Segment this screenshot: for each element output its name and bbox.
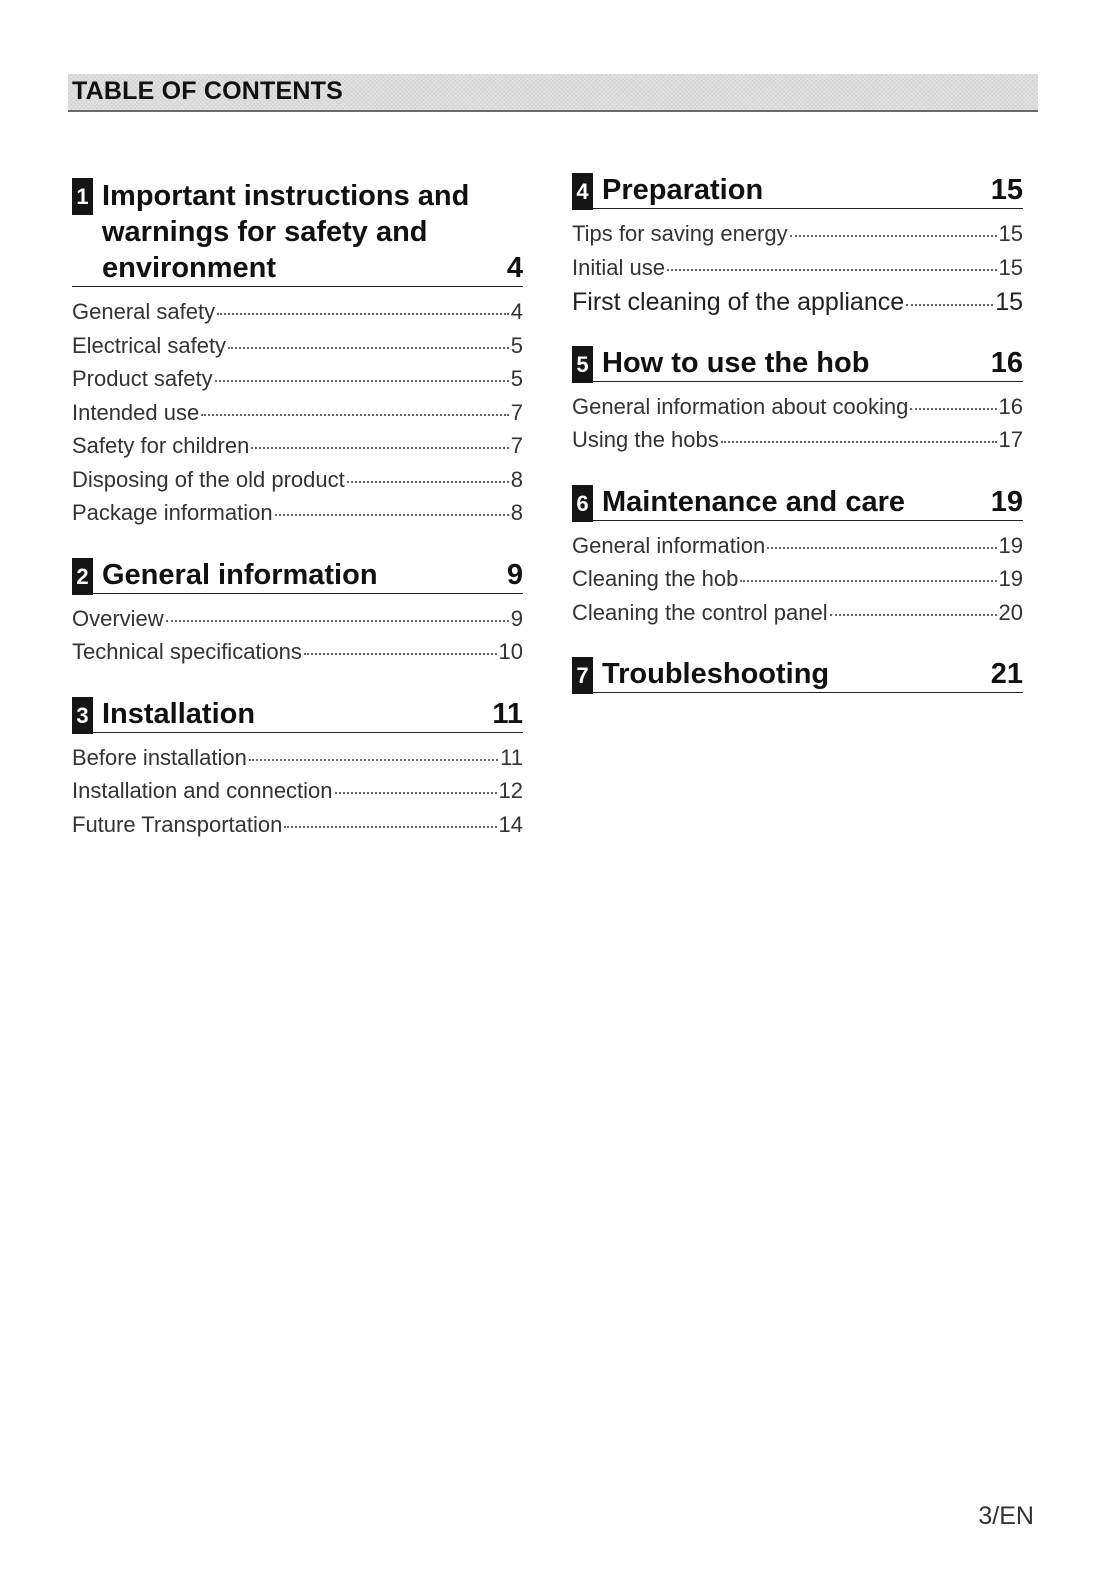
entry-title: Product safety bbox=[72, 366, 213, 391]
entry-page-number: 7 bbox=[510, 399, 523, 425]
entry-page-number: 9 bbox=[510, 605, 523, 631]
dot-leader bbox=[910, 407, 996, 410]
entry-title: Cleaning the control panel bbox=[572, 599, 828, 625]
section-number-badge: 5 bbox=[572, 346, 593, 383]
dot-leader bbox=[830, 613, 997, 616]
dot-leader bbox=[228, 346, 509, 349]
entry-page-number: 16 bbox=[998, 393, 1023, 419]
toc-section-5 bbox=[572, 346, 1023, 461]
toc-header-bar bbox=[68, 74, 1038, 112]
toc-section-3 bbox=[72, 697, 523, 846]
toc-entry[interactable] bbox=[572, 600, 1023, 634]
entry-page-number: 8 bbox=[510, 500, 523, 525]
entry-page-number: 4 bbox=[510, 299, 523, 324]
dot-leader bbox=[740, 579, 996, 582]
toc-entry[interactable] bbox=[572, 255, 1023, 289]
entry-title: Before installation bbox=[72, 744, 247, 770]
dot-leader bbox=[721, 440, 997, 443]
dot-leader bbox=[166, 619, 509, 622]
entry-title: General safety bbox=[72, 299, 216, 324]
entry-page-number: 19 bbox=[998, 566, 1023, 591]
toc-entry[interactable] bbox=[72, 778, 523, 812]
entry-page-number: 15 bbox=[995, 288, 1023, 316]
toc-entry[interactable] bbox=[72, 299, 523, 333]
entry-page-number: 14 bbox=[498, 811, 523, 837]
page-footer-label: 3/EN bbox=[978, 1502, 1034, 1530]
section-page-number: 9 bbox=[506, 558, 523, 591]
toc-entry[interactable] bbox=[72, 366, 523, 400]
toc-entry[interactable] bbox=[572, 288, 1023, 322]
entry-page-number: 15 bbox=[998, 221, 1023, 246]
entry-page-number: 12 bbox=[498, 778, 523, 803]
entry-title: General information about cooking bbox=[572, 393, 909, 419]
dot-leader bbox=[215, 379, 509, 382]
toc-entry[interactable] bbox=[72, 333, 523, 367]
section-heading[interactable] bbox=[72, 558, 523, 594]
entry-title: Future Transportation bbox=[72, 811, 283, 837]
dot-leader bbox=[201, 413, 509, 416]
entry-title: General information bbox=[572, 532, 766, 558]
entry-title: Tips for saving energy bbox=[572, 221, 788, 246]
dot-leader bbox=[335, 791, 497, 794]
section-page-number: 15 bbox=[990, 174, 1023, 206]
entry-page-number: 5 bbox=[510, 366, 523, 391]
toc-entry[interactable] bbox=[72, 433, 523, 467]
entry-title: Initial use bbox=[572, 254, 665, 280]
entry-page-number: 8 bbox=[510, 466, 523, 492]
section-number-badge: 4 bbox=[572, 173, 593, 210]
entry-page-number: 11 bbox=[500, 744, 523, 770]
dot-leader bbox=[251, 446, 508, 449]
section-number-badge: 2 bbox=[72, 558, 93, 595]
toc-entry[interactable] bbox=[572, 221, 1023, 255]
entry-title: First cleaning of the appliance bbox=[572, 288, 905, 316]
section-heading[interactable] bbox=[72, 697, 523, 733]
section-heading[interactable] bbox=[572, 346, 1023, 382]
toc-entry[interactable] bbox=[72, 812, 523, 846]
toc-section-2 bbox=[72, 558, 523, 673]
entry-page-number: 5 bbox=[510, 332, 523, 358]
section-title: Important instructions and warnings for safety and environment bbox=[102, 180, 470, 284]
section-title: Preparation bbox=[602, 174, 764, 206]
section-page-number: 19 bbox=[990, 485, 1023, 518]
dot-leader bbox=[249, 758, 498, 761]
dot-leader bbox=[304, 652, 497, 655]
section-title: General information bbox=[102, 558, 378, 591]
dot-leader bbox=[667, 268, 997, 271]
dot-leader bbox=[275, 513, 509, 516]
toc-entry[interactable] bbox=[72, 639, 523, 673]
page-title: TABLE OF CONTENTS bbox=[72, 77, 343, 105]
entry-page-number: 20 bbox=[998, 599, 1023, 625]
section-page-number: 11 bbox=[492, 697, 523, 730]
entry-title: Cleaning the hob bbox=[572, 566, 739, 591]
entry-title: Using the hobs bbox=[572, 427, 719, 452]
toc-entry[interactable] bbox=[72, 500, 523, 534]
entry-title: Safety for children bbox=[72, 433, 250, 458]
dot-leader bbox=[767, 546, 996, 549]
toc-entry[interactable] bbox=[72, 467, 523, 501]
section-number-badge: 6 bbox=[572, 485, 593, 522]
section-heading[interactable] bbox=[572, 173, 1023, 209]
toc-entry[interactable] bbox=[572, 533, 1023, 567]
entry-title: Technical specifications bbox=[72, 639, 302, 664]
toc-entry[interactable] bbox=[72, 400, 523, 434]
section-number-badge: 1 bbox=[72, 178, 93, 215]
toc-entry[interactable] bbox=[572, 427, 1023, 461]
dot-leader bbox=[790, 234, 997, 237]
entry-title: Overview bbox=[72, 605, 164, 631]
section-title: Installation bbox=[102, 697, 256, 730]
toc-section-6 bbox=[572, 485, 1023, 634]
section-number-badge: 7 bbox=[572, 657, 593, 694]
toc-section-7 bbox=[572, 657, 1023, 693]
entry-title: Installation and connection bbox=[72, 778, 333, 803]
toc-left-column bbox=[72, 178, 523, 869]
section-number-badge: 3 bbox=[72, 697, 93, 734]
entry-page-number: 7 bbox=[510, 433, 523, 458]
entry-title: Disposing of the old product bbox=[72, 466, 345, 492]
entry-title: Package information bbox=[72, 500, 273, 525]
section-page-number: 21 bbox=[990, 658, 1023, 690]
section-page-number: 4 bbox=[506, 252, 523, 284]
section-heading[interactable] bbox=[572, 485, 1023, 521]
entry-page-number: 10 bbox=[498, 639, 523, 664]
entry-page-number: 17 bbox=[998, 427, 1023, 452]
toc-entry[interactable] bbox=[72, 745, 523, 779]
section-title: Maintenance and care bbox=[602, 485, 905, 518]
toc-section-4 bbox=[572, 173, 1023, 322]
section-title: Troubleshooting bbox=[602, 658, 830, 690]
dot-leader bbox=[284, 825, 496, 828]
entry-page-number: 19 bbox=[998, 532, 1023, 558]
section-heading[interactable] bbox=[572, 657, 1023, 693]
entry-title: Intended use bbox=[72, 399, 200, 425]
dot-leader bbox=[906, 303, 993, 306]
toc-section-1 bbox=[72, 178, 523, 534]
dot-leader bbox=[217, 312, 509, 315]
section-title: How to use the hob bbox=[602, 346, 870, 379]
section-page-number: 16 bbox=[990, 346, 1023, 379]
toc-entry[interactable] bbox=[572, 566, 1023, 600]
section-heading[interactable] bbox=[72, 178, 523, 287]
entry-page-number: 15 bbox=[998, 254, 1023, 280]
dot-leader bbox=[347, 480, 509, 483]
toc-entry[interactable] bbox=[572, 394, 1023, 428]
toc-entry[interactable] bbox=[72, 606, 523, 640]
entry-title: Electrical safety bbox=[72, 332, 227, 358]
toc-right-column bbox=[572, 173, 1023, 717]
